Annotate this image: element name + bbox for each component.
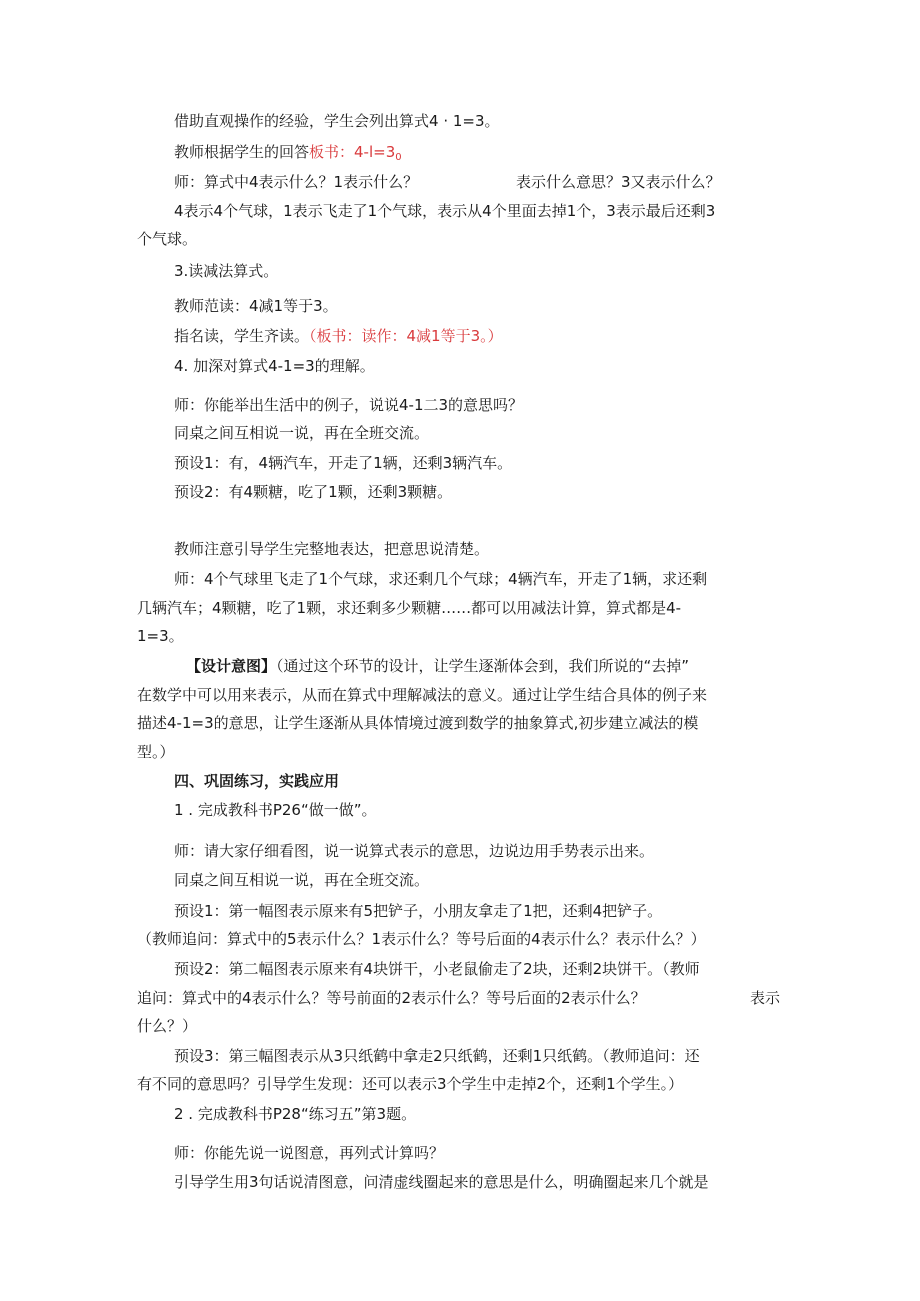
section-heading: 4. 加深对算式4-1=3的理解。 xyxy=(174,357,375,375)
text-line: 预设2：有4颗糖，吃了1颗，还剩3颗糖。 xyxy=(174,483,453,501)
text-line: 表示 xyxy=(750,989,781,1007)
text-line: 1=3。 xyxy=(137,627,184,645)
section-heading: 3.读减法算式。 xyxy=(174,262,279,280)
text-line: 预设3：第三幅图表示从3只纸鹤中拿走2只纸鹤，还剩1只纸鹤。（教师追问：还 xyxy=(174,1047,700,1065)
text-line: 预设2：第二幅图表示原来有4块饼干，小老鼠偷走了2块，还剩2块饼干。（教师 xyxy=(174,960,700,978)
text-line: 教师范读：4减1等于3。 xyxy=(174,297,338,315)
text-segment: 教师根据学生的回答 xyxy=(174,143,310,161)
text-line: （教师追问：算式中的5表示什么？1表示什么？等号后面的4表示什么？表示什么？） xyxy=(137,930,706,948)
text-line: 教师注意引导学生完整地表达，把意思说清楚。 xyxy=(174,540,490,558)
text-line: 几辆汽车；4颗糖，吃了1颗，求还剩多少颗糖……都可以用减法计算，算式都是4- xyxy=(137,599,682,617)
text-line xyxy=(174,325,503,347)
text-line: 引导学生用3句话说清图意，问清虚线圈起来的意思是什么，明确圈起来几个就是 xyxy=(174,1173,709,1191)
text-line: 预设1：第一幅图表示原来有5把铲子，小朋友拿走了1把，还剩4把铲子。 xyxy=(174,902,663,920)
text-line xyxy=(186,655,689,677)
text-line: 同桌之间互相说一说，再在全班交流。 xyxy=(174,424,430,442)
text-line: 什么？） xyxy=(137,1017,198,1035)
text-segment: 指名读，学生齐读。 xyxy=(174,327,310,345)
text-line: 预设1：有，4辆汽车，开走了1辆，还剩3辆汽车。 xyxy=(174,454,513,472)
text-line: 同桌之间互相说一说，再在全班交流。 xyxy=(174,871,430,889)
section-heading: 四、巩固练习，实践应用 xyxy=(174,772,340,790)
text-line: 借助直观操作的经验，学生会列出算式4 · 1=3。 xyxy=(174,112,500,130)
text-line: 师：请大家仔细看图，说一说算式表示的意思，边说边用手势表示出来。 xyxy=(174,842,655,860)
text-line: 追问：算式中的4表示什么？等号前面的2表示什么？等号后面的2表示什么？ xyxy=(137,989,646,1007)
design-intent-label: 【设计意图】 xyxy=(186,657,277,675)
text-line: 师：算式中4表示什么？1表示什么？ xyxy=(174,173,419,191)
text-line: 在数学中可以用来表示，从而在算式中理解减法的意义。通过让学生结合具体的例子来 xyxy=(137,686,708,704)
text-line: 4表示4个气球，1表示飞走了1个气球，表示从4个里面去掉1个，3表示最后还剩3 xyxy=(174,202,716,220)
text-line: 表示什么意思？3又表示什么？ xyxy=(516,173,721,191)
text-line: 有不同的意思吗？引导学生发现：还可以表示3个学生中走掉2个，还剩1个学生。） xyxy=(137,1075,684,1093)
text-line: 师：你能举出生活中的例子，说说4-1二3的意思吗？ xyxy=(174,396,524,414)
text-line xyxy=(174,141,402,169)
blackboard-note: 板书：4-l=3 xyxy=(309,143,396,161)
text-line: 描述4-1=3的意思，让学生逐渐从具体情境过渡到数学的抽象算式,初步建立减法的模 xyxy=(137,714,699,732)
blackboard-note: （板书：读作：4减1等于3。） xyxy=(309,327,503,345)
text-line: 个气球。 xyxy=(137,230,198,248)
text-line: 师：4个气球里飞走了1个气球，求还剩几个气球；4辆汽车，开走了1辆，求还剩 xyxy=(174,570,708,588)
subsection-heading: 2 . 完成教科书P28“练习五”第3题。 xyxy=(174,1105,417,1123)
text-line: 型。） xyxy=(137,743,175,761)
text-segment: （通过这个环节的设计，让学生逐渐体会到，我们所说的“去掉” xyxy=(276,657,690,675)
blackboard-note-suffix: 0 xyxy=(395,152,402,163)
text-line: 师：你能先说一说图意，再列式计算吗？ xyxy=(174,1144,445,1162)
subsection-heading: 1 . 完成教科书P26“做一做”。 xyxy=(174,801,377,819)
